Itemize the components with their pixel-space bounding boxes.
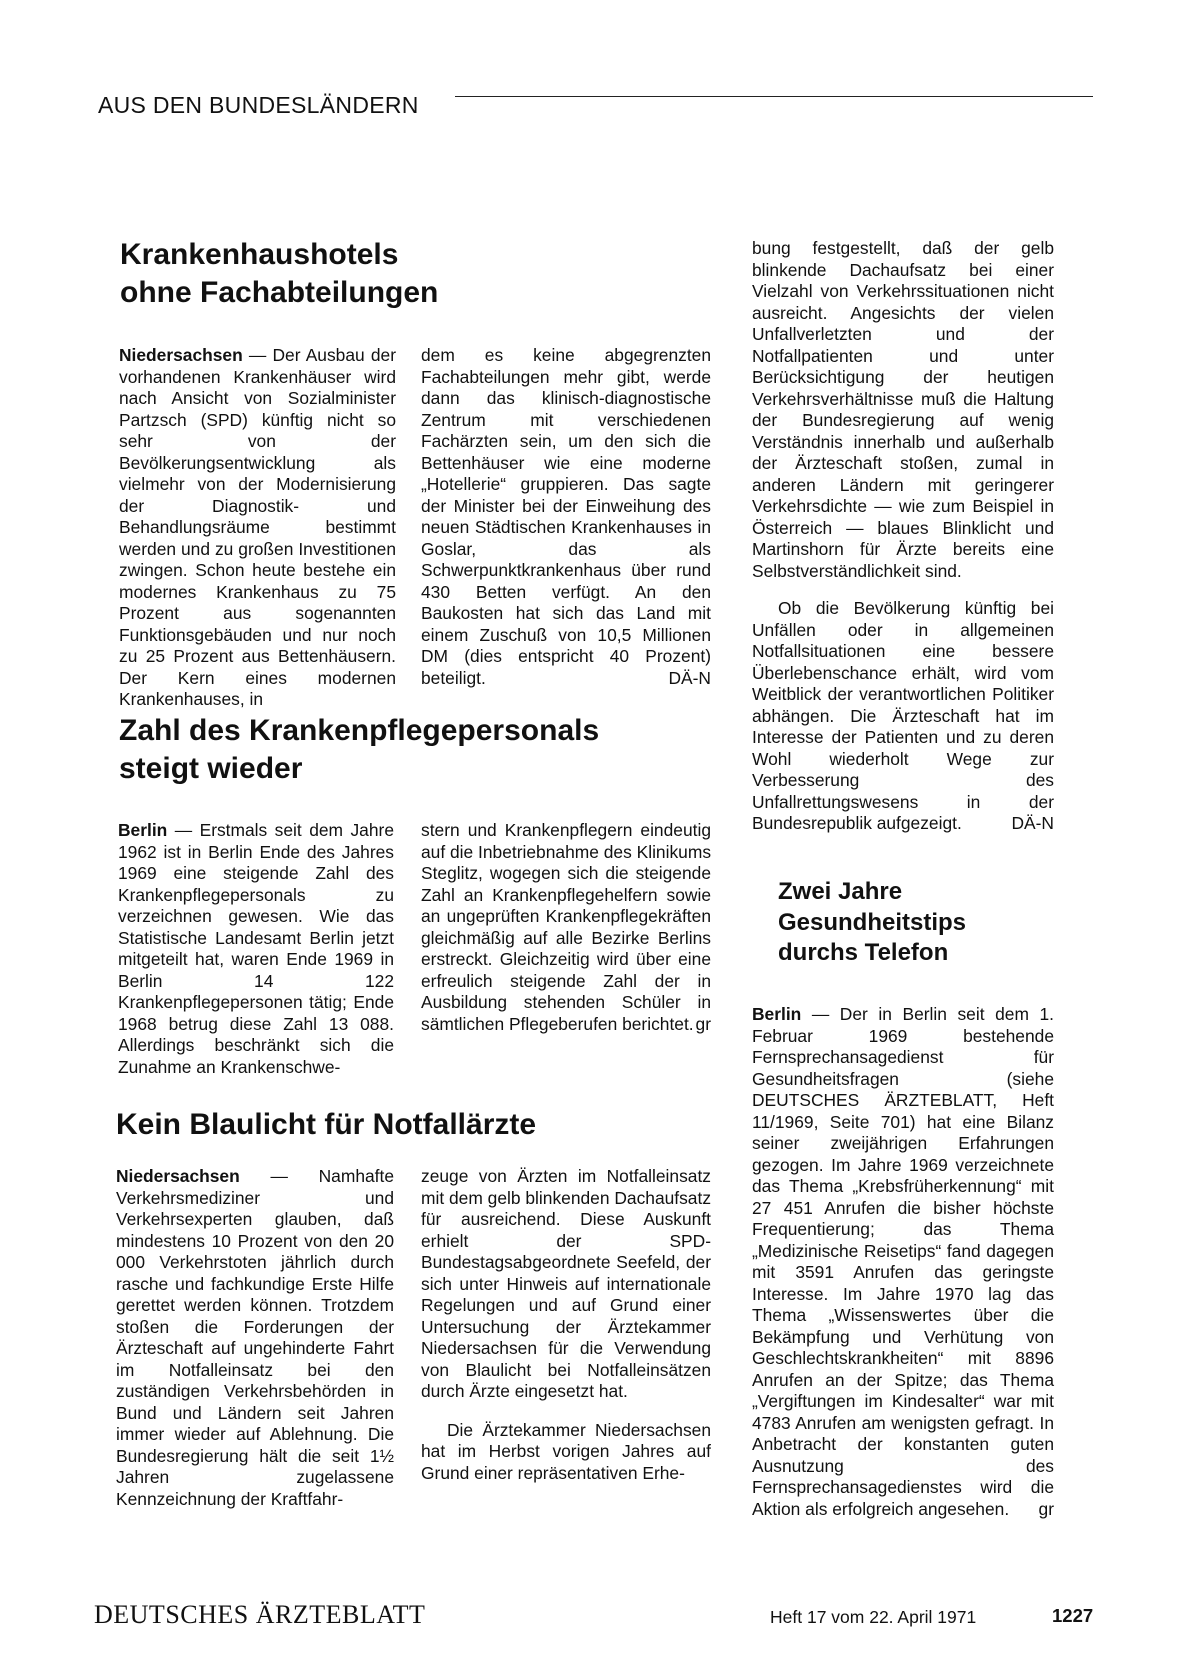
article-pflege-col2 (421, 820, 711, 1035)
article-hotels-col1 (119, 345, 396, 711)
section-divider (455, 96, 1093, 97)
article-hotels-col2 (421, 345, 711, 689)
body-text: stern und Krankenpflegern eindeutig auf die Inbetriebnahme des Klinikums Steglitz, wogegen sich die steigende Zahl an Krankenpflegehelfern sowie an ungeprüften Krankenpflegekräften gleichmäßig auf alle Bezirke Berlins erstreckt. Gleichzeitig wird über eine erfreulich steigende Zahl der in Ausbildung stehenden Schüler in sämtlichen Pflegeberufen berichtet. (421, 820, 712, 1034)
body-text: — Erstmals seit dem Jahre 1962 ist in Berlin Ende des Jahres 1969 eine steigende Zahl des Krankenpflegepersonals zu verzeichnen gewesen. Wie das Statistische Landesamt Berlin jetzt mitgeteilt hat, waren Ende 1969 in Berlin 14 122 Krankenpflegepersonen tätig; Ende 1968 betrug diese Zahl 13 088. Allerdings beschränkt sich die Zunahme an Krankenschwe- (118, 820, 394, 1077)
article-telefon-headline (778, 877, 1058, 969)
headline-line: ohne Fachabteilungen (120, 276, 439, 310)
signature: gr (1038, 1498, 1054, 1519)
headline-line: steigt wieder (119, 752, 303, 786)
article-pflege-col1 (118, 820, 394, 1078)
body-text: zeuge von Ärzten im Notfalleinsatz mit dem gelb blinkenden Dachaufsatz für ausreichend. Diese Auskunft erhielt der SPD-Bundestagsabgeordnete Seefeld, der sich unter Hinweis auf internationale Regelungen und auf Grund einer Untersuchung der Ärztekammer Niedersachsen für die Verwendung von Blaulicht bei Notfalleinsätzen durch Ärzte eingesetzt hat. (421, 1166, 712, 1401)
headline-line: Zwei Jahre (778, 878, 903, 905)
journal-masthead: DEUTSCHES ÄRZTEBLATT (94, 1600, 426, 1629)
dateline: Niedersachsen (119, 345, 243, 365)
issue-info: Heft 17 vom 22. April 1971 (770, 1607, 977, 1627)
article-telefon-body (752, 1004, 1054, 1520)
signature: DÄ-N (668, 667, 711, 688)
signature: gr (695, 1013, 711, 1034)
body-text: — Namhafte Verkehrsmediziner und Verkehrsexperten glauben, daß mindestens 10 Prozent von den 20 000 Verkehrstoten jährlich durch rasche und fachkundige Erste Hilfe gerettet werden können. Trotzdem stoßen die Forderungen der Ärzteschaft auf ungehinderte Fahrt im Notfalleinsatz bei den zuständigen Verkehrsbehörden in Bund und Ländern seit Jahren immer wieder auf Ablehnung. Die Bundesregierung hält die seit 1½ Jahren zugelassene Kennzeichnung der Kraftfahr- (116, 1166, 394, 1509)
body-text: — Der Ausbau der vorhandenen Krankenhäuser wird nach Ansicht von Sozialminister Partzsch (SPD) künftig nicht so sehr von der Bevölkerungsentwicklung als vielmehr von der Modernisierung der Diagnostik- und Behandlungsräume bestimmt werden und zu großen Investitionen zwingen. Schon heute bestehe ein modernes Krankenhaus zu 75 Prozent aus sogenannten Funktionsgebäuden und nur noch zu 25 Prozent aus Bettenhäusern. Der Kern eines modernen Krankenhauses, in (119, 345, 396, 709)
body-text: dem es keine abgegrenzten Fachabteilungen mehr gibt, werde dann das klinisch-diagnostische Zentrum mit verschiedenen Fachärzten sein, um den sich die Bettenhäuser wie eine moderne „Hotellerie“ gruppieren. Das sagte der Minister bei der Einweihung des neuen Städtischen Krankenhauses in Goslar, das als Schwerpunktkrankenhaus über rund 430 Betten verfügt. An den Baukosten hat sich das Land mit einem Zuschuß von 10,5 Millionen DM (dies entspricht 40 Prozent) beteiligt. (421, 345, 711, 688)
article-blaulicht-col3 (752, 238, 1054, 835)
body-text: Die Ärztekammer Niedersachsen hat im Herbst vorigen Jahres auf Grund einer repräsentativen Erhe- (421, 1419, 711, 1483)
dateline: Berlin (752, 1004, 802, 1024)
article-hotels-headline (120, 236, 680, 313)
signature: DÄ-N (1011, 813, 1054, 833)
headline-line: Gesundheitstips (778, 908, 967, 936)
page-number: 1227 (1052, 1605, 1094, 1626)
section-label: AUS DEN BUNDESLÄNDERN (98, 92, 419, 118)
headline-line: Zahl des Krankenpflegepersonals (119, 714, 600, 747)
headline-line: Krankenhaushotels (120, 238, 399, 271)
dateline: Niedersachsen (116, 1166, 240, 1186)
dateline: Berlin (118, 820, 168, 840)
headline-line: Kein Blaulicht für Notfallärzte (116, 1108, 537, 1141)
article-pflege-headline (119, 712, 699, 789)
body-text: — Der in Berlin seit dem 1. Februar 1969 bestehende Fernsprechansagedienst für Gesundheitsfragen (siehe DEUTSCHES ÄRZTEBLATT, Heft 11/1969, Seite 701) hat eine Bilanz seiner zweijährigen Erfahrungen gezogen. Im Jahre 1969 verzeichnete das Thema „Krebsfrüherkennung“ mit 27 451 Anrufen die bisher höchste Frequentierung; das Thema „Medizinische Reisetips“ fand dagegen mit 3591 Anrufen das geringste Interesse. Im Jahre 1970 lag das Thema „Wissenswertes über die Bekämpfung und Verhütung von Geschlechtskrankheiten“ mit 8896 Anrufen an der Spitze; das Thema „Vergiftungen im Kindesalter“ war mit 4783 Anrufen am wenigsten gefragt. In Anbetracht der konstanten guten Ausnutzung des Fernsprechansagedienstes wird die Aktion als erfolgreich angesehen. (752, 1004, 1054, 1519)
article-blaulicht-headline (116, 1106, 696, 1144)
article-blaulicht-col1 (116, 1166, 394, 1510)
body-text: Ob die Bevölkerung künftig bei Unfällen oder in allgemeinen Notfallsituationen eine bessere Überlebenschance erhält, wird vom Weitblick der verantwortlichen Politiker abhängen. Die Ärzteschaft hat im Interesse der Patienten und zu deren Wohl wiederholt Wege zur Verbesserung des Unfallrettungswesens in der Bundesrepublik aufgezeigt. (752, 598, 1054, 833)
body-text: bung festgestellt, daß der gelb blinkende Dachaufsatz bei einer Vielzahl von Verkehrssituationen nicht ausreicht. Angesichts der vielen Unfallverletzten und der Notfallpatienten und unter Berücksichtigung der heutigen Verkehrsverhältnisse muß die Haltung der Bundesregierung auf wenig Verständnis innerhalb und außerhalb der Ärzteschaft stoßen, zumal in anderen Ländern mit geringerer Verkehrsdichte — wie zum Beispiel in Österreich — blaues Blinklicht und Martinshorn für Ärzte bereits eine Selbstverständlichkeit sind. (752, 238, 1054, 581)
article-blaulicht-col2 (421, 1166, 711, 1484)
headline-line: durchs Telefon (778, 939, 949, 967)
